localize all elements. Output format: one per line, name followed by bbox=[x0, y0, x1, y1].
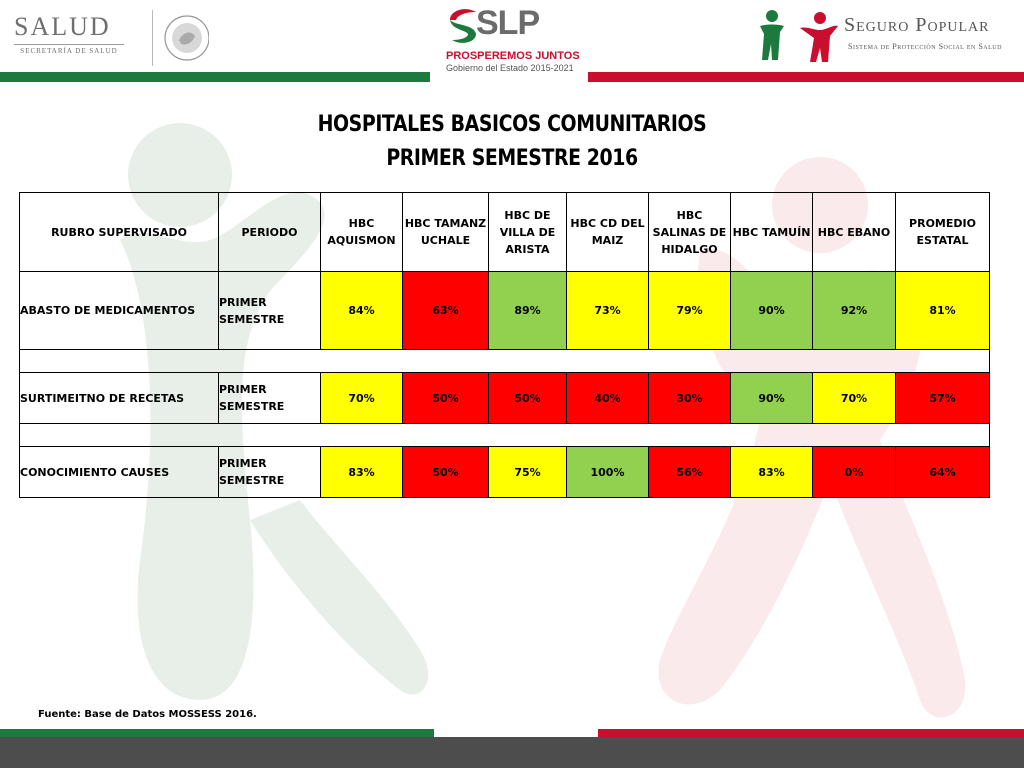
average-cell: 64% bbox=[896, 447, 990, 498]
page-title bbox=[0, 108, 1024, 176]
title-line-2: PRIMER SEMESTRE 2016 bbox=[386, 146, 638, 171]
value-cell: 70% bbox=[321, 373, 403, 424]
value-cell: 30% bbox=[649, 373, 731, 424]
header-periodo: PERIODO bbox=[219, 193, 321, 272]
rubro-cell: ABASTO DE MEDICAMENTOS bbox=[20, 272, 219, 350]
value-cell: 70% bbox=[813, 373, 896, 424]
header-promedio-estatal: PROMEDIO ESTATAL bbox=[896, 193, 990, 272]
seguro-popular-logo bbox=[754, 8, 1014, 68]
periodo-cell: PRIMER SEMESTRE bbox=[219, 447, 321, 498]
value-cell: 73% bbox=[567, 272, 649, 350]
title-line-1: HOSPITALES BASICOS COMUNITARIOS bbox=[317, 112, 707, 137]
average-cell: 57% bbox=[896, 373, 990, 424]
header-red-bar bbox=[588, 72, 1024, 82]
value-cell: 75% bbox=[489, 447, 567, 498]
spacer-cell bbox=[20, 424, 990, 447]
slp-swirl-icon bbox=[446, 6, 480, 46]
value-cell: 50% bbox=[403, 447, 489, 498]
value-cell: 79% bbox=[649, 272, 731, 350]
table-row bbox=[20, 447, 990, 498]
header-hbc-salinas-de-hidalgo: HBC SALINAS DE HIDALGO bbox=[649, 193, 731, 272]
header-green-bar bbox=[0, 72, 430, 82]
spacer-cell bbox=[20, 350, 990, 373]
seguro-popular-figures-icon bbox=[754, 8, 840, 64]
slp-government-text: Gobierno del Estado 2015-2021 bbox=[446, 63, 574, 73]
spacer-row bbox=[20, 424, 990, 447]
header-hbc-tamuin: HBC TAMUÍN bbox=[731, 193, 813, 272]
periodo-cell: PRIMER SEMESTRE bbox=[219, 272, 321, 350]
average-cell: 81% bbox=[896, 272, 990, 350]
header-hbc-ebano: HBC EBANO bbox=[813, 193, 896, 272]
table-row bbox=[20, 373, 990, 424]
table-row bbox=[20, 272, 990, 350]
value-cell: 100% bbox=[567, 447, 649, 498]
slp-motto: PROSPEREMOS JUNTOS bbox=[446, 50, 580, 62]
source-note: Fuente: Base de Datos MOSSESS 2016. bbox=[38, 709, 257, 720]
rubro-cell: SURTIMEITNO DE RECETAS bbox=[20, 373, 219, 424]
mexico-seal-icon bbox=[152, 10, 209, 66]
seguro-popular-name: Seguro Popular bbox=[844, 14, 990, 36]
value-cell: 90% bbox=[731, 272, 813, 350]
header-rubro: RUBRO SUPERVISADO bbox=[20, 193, 219, 272]
salud-logo bbox=[14, 12, 124, 55]
value-cell: 84% bbox=[321, 272, 403, 350]
header bbox=[0, 0, 1024, 84]
header-hbc-cd-del-maiz: HBC CD DEL MAIZ bbox=[567, 193, 649, 272]
value-cell: 63% bbox=[403, 272, 489, 350]
slp-brand-text: SLP bbox=[476, 4, 540, 42]
value-cell: 0% bbox=[813, 447, 896, 498]
value-cell: 90% bbox=[731, 373, 813, 424]
salud-logo-subtitle: SECRETARÍA DE SALUD bbox=[14, 44, 124, 55]
value-cell: 89% bbox=[489, 272, 567, 350]
footer-grey-band bbox=[0, 737, 1024, 768]
rubro-cell: CONOCIMIENTO CAUSES bbox=[20, 447, 219, 498]
value-cell: 56% bbox=[649, 447, 731, 498]
header-hbc-tamanzuchale: HBC TAMANZUCHALE bbox=[403, 193, 489, 272]
slp-logo bbox=[446, 4, 580, 74]
spacer-row bbox=[20, 350, 990, 373]
footer-green-bar bbox=[0, 729, 434, 737]
table-header-row bbox=[20, 193, 990, 272]
periodo-cell: PRIMER SEMESTRE bbox=[219, 373, 321, 424]
header-hbc-villa-de-arista: HBC DE VILLA DE ARISTA bbox=[489, 193, 567, 272]
value-cell: 50% bbox=[489, 373, 567, 424]
value-cell: 83% bbox=[731, 447, 813, 498]
value-cell: 83% bbox=[321, 447, 403, 498]
supervision-table bbox=[19, 192, 990, 498]
footer-red-bar bbox=[598, 729, 1024, 737]
header-hbc-aquismon: HBC AQUISMON bbox=[321, 193, 403, 272]
value-cell: 40% bbox=[567, 373, 649, 424]
seguro-popular-system: Sistema de Protección Social en Salud bbox=[848, 42, 1002, 51]
salud-logo-word: SALUD bbox=[14, 12, 111, 41]
value-cell: 92% bbox=[813, 272, 896, 350]
value-cell: 50% bbox=[403, 373, 489, 424]
